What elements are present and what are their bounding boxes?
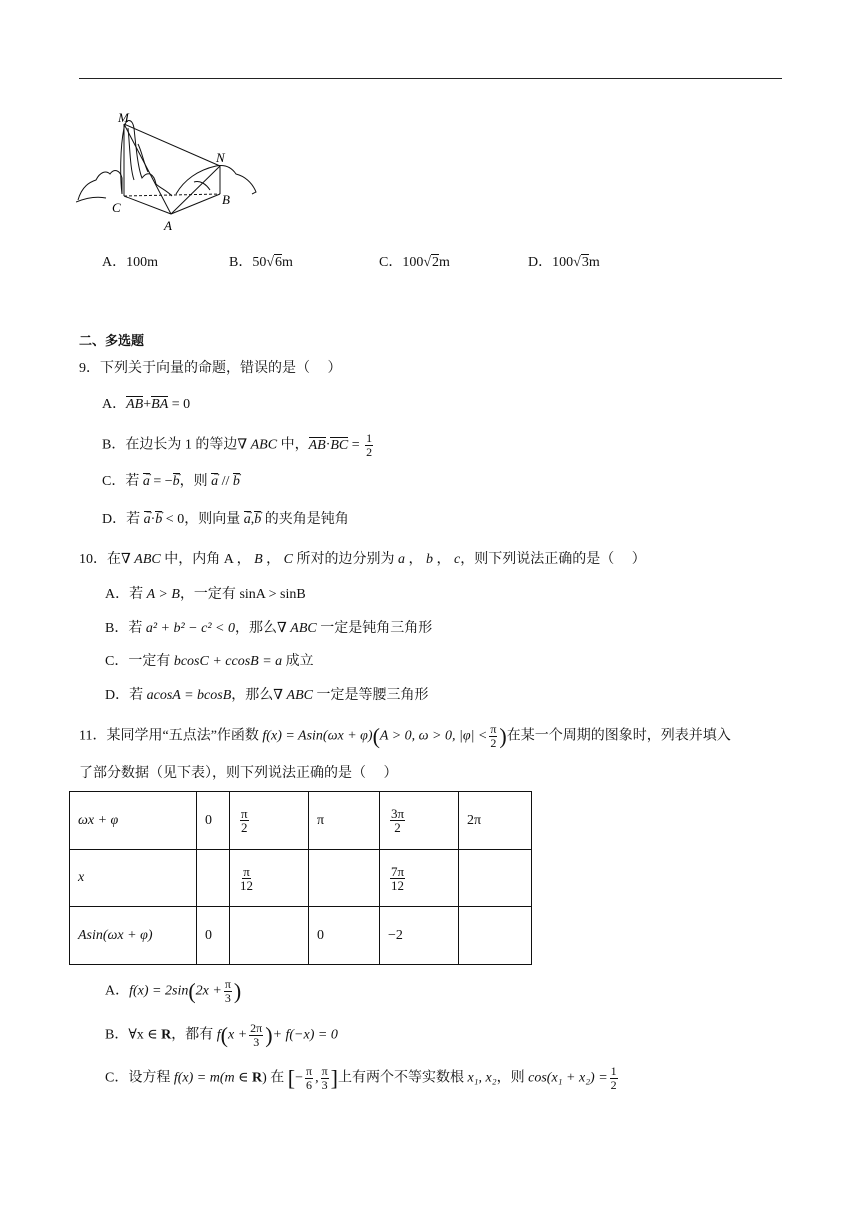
label-M: M bbox=[118, 110, 129, 125]
q11-stem-line1: 11．某同学用“五点法”作函数 f(x) = Asin(ωx + φ)(A > 0, ω > 0, |φ| < $\frac{\pi}{2}$ )在某一个周期的图象时，列表并填入 bbox=[79, 722, 731, 750]
label-N: N bbox=[216, 150, 225, 165]
q8-option-c[interactable]: C．100√2m bbox=[379, 255, 450, 270]
label-A: A bbox=[164, 218, 172, 233]
q9-option-a[interactable]: A．AB+BA = 0 bbox=[102, 397, 191, 412]
q9-option-c[interactable]: C．若 a → = −b →，则 a → // b → bbox=[102, 473, 240, 491]
label-B: B bbox=[222, 192, 230, 207]
q8-option-b[interactable]: B．50√6m bbox=[229, 255, 293, 270]
q9-option-d[interactable]: D．若 a →·b → < 0，则向量 a →,b → 的夹角是钝角 bbox=[102, 511, 349, 529]
row2-head: x bbox=[70, 850, 197, 907]
five-point-table: ωx + φ 0 $\frac{\pi}{2}$ π $\frac{3\pi}{2}$ 2π x $\frac{\pi}{12}$ $\frac{7\pi}{12}$ Asin(ωx + φ) 0 0 −2 bbox=[69, 791, 532, 965]
q9-option-b[interactable]: B．在边长为 1 的等边∇ ABC 中，AB·BC = $\frac{1}{2}$ bbox=[102, 431, 373, 459]
q10-option-d[interactable]: D．若 acosA = bcosB，那么∇ ABC 一定是等腰三角形 bbox=[105, 688, 429, 703]
row1-head: ωx + φ bbox=[70, 792, 197, 850]
q10-option-c[interactable]: C．一定有 bcosC + ccosB = a 成立 bbox=[105, 654, 314, 669]
q8-option-d[interactable]: D．100√3m bbox=[528, 255, 600, 270]
row3-head: Asin(ωx + φ) bbox=[70, 907, 197, 965]
q10-option-b[interactable]: B．若 a² + b² − c² < 0，那么∇ ABC 一定是钝角三角形 bbox=[105, 621, 433, 636]
q8-option-a[interactable]: A．100m bbox=[102, 255, 159, 270]
q11-option-b[interactable]: B．∀x ∈ R，都有 f(x + $\frac{2\pi}{3}$ )+ f(−x) = 0 bbox=[105, 1021, 338, 1049]
q11-stem-line2: 了部分数据（见下表），则下列说法正确的是（ ） bbox=[79, 766, 398, 781]
geometry-figure bbox=[76, 108, 266, 238]
section-title: 二、多选题 bbox=[79, 333, 145, 348]
q9-stem: 9．下列关于向量的命题，错误的是（ ） bbox=[79, 361, 342, 376]
header-rule bbox=[79, 78, 782, 79]
q10-stem: 10．在∇ ABC 中，内角 A ， B ， C 所对的边分别为 a ， b ， c，则下列说法正确的是（ ） bbox=[79, 552, 646, 567]
label-C: C bbox=[112, 200, 121, 215]
q10-option-a[interactable]: A．若 A > B，一定有 sinA > sinB bbox=[105, 587, 306, 602]
q11-option-c[interactable]: C．设方程 f(x) = m(m ∈ R) 在 [− $\frac{\pi}{6}$ , $\frac{\pi}{3}$ ]上有两个不等实数根 x₁, x₂，则 cos(x₁ + x₂) = $\frac{1}{2}$ bbox=[105, 1064, 617, 1092]
q11-option-a[interactable]: A．f(x) = 2sin(2x + $\frac{\pi}{3}$ ) bbox=[105, 977, 242, 1005]
